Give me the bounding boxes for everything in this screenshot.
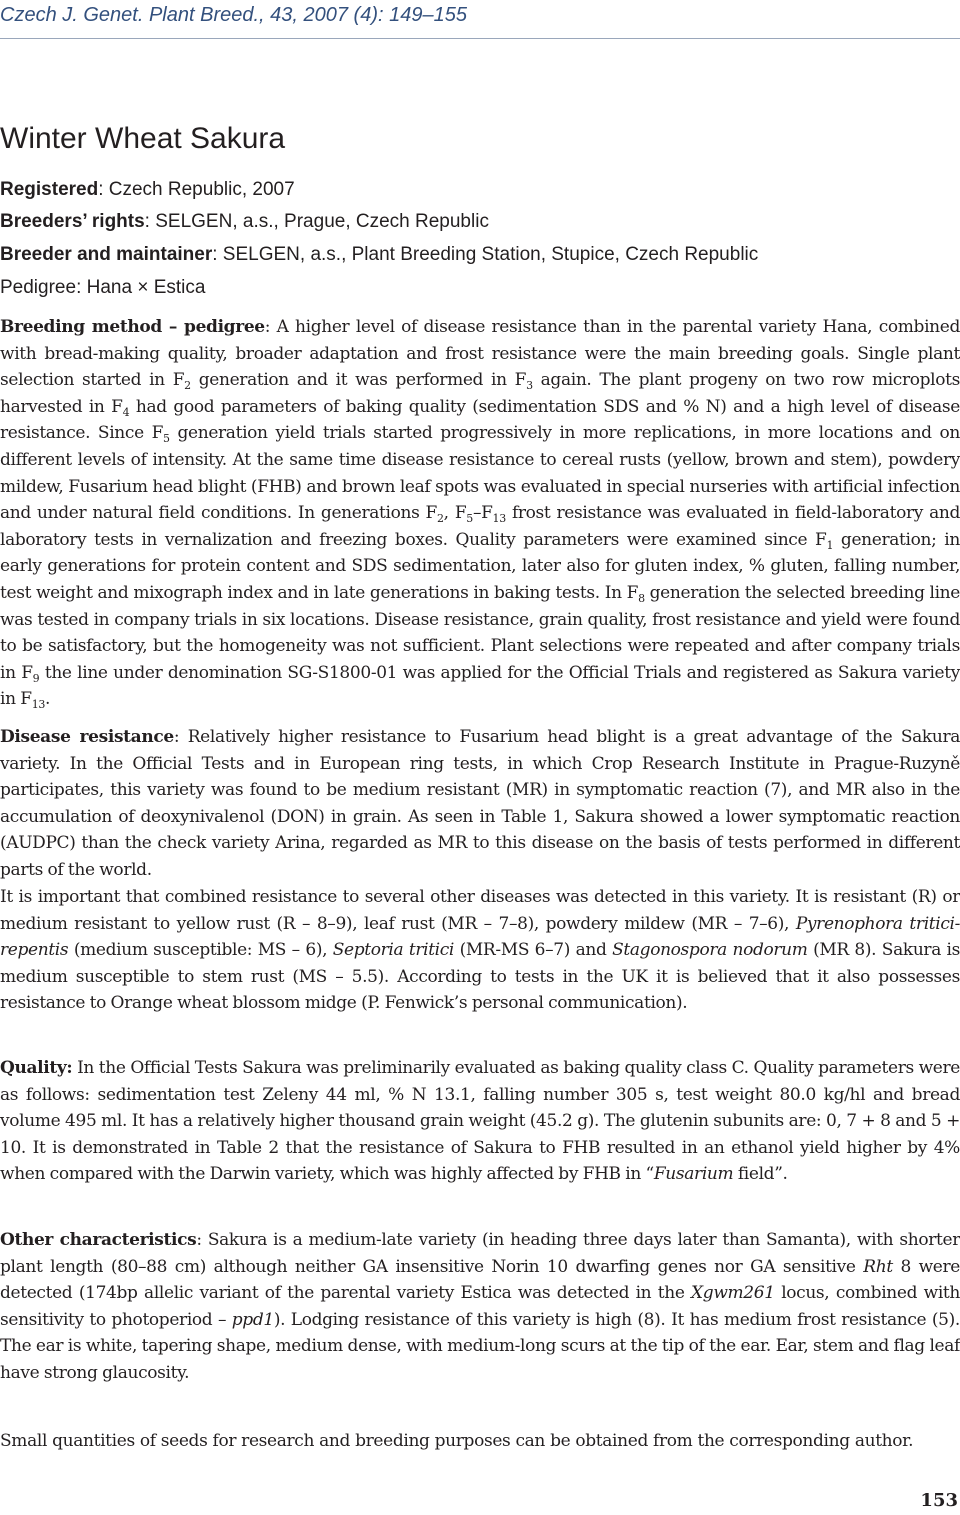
registered-value: : Czech Republic, 2007	[98, 179, 295, 200]
breeding-method-label: Breeding method – pedigree	[0, 317, 265, 337]
breeders-rights-line	[0, 211, 489, 233]
text-run: (MR-MS 6–7) and	[454, 940, 613, 961]
species-name: Pyrenophora tritici-repentis	[0, 913, 960, 961]
breeders-rights-value: : SELGEN, a.s., Prague, Czech Republic	[144, 211, 489, 232]
text-run: It is important that combined resistance to several other diseases was detected in this variety. It is resistant (R) or medium resistant to yellow rust (R – 8–9), leaf rust (MR – 7–8), powdery mildew (MR – 7–6),	[0, 887, 960, 934]
disease-resistance-label: Disease resistance	[0, 727, 174, 747]
text-run: had good parameters of baking quality (sedimentation SDS and % N) and a high level of disease resistance. Since F	[0, 396, 960, 444]
text-run: the line under denomination SG-S1800-01 was applied for the Official Trials and registered as Sakura variety in F	[0, 662, 960, 710]
text-run: generation yield trials started progressively in more replications, in more locations and on different levels of intensity. At the same time disease resistance to cereal rusts (yellow, brown and stem), powdery mildew, Fusarium head blight (FHB) and brown leaf spots was evaluated in special nurseries with artificial infection and under natural field conditions. In generations F	[0, 423, 960, 524]
pedigree-label: Pedigree	[0, 277, 77, 298]
disease-resistance-paragraph	[0, 724, 960, 884]
breeders-rights-label: Breeders’ rights	[0, 211, 145, 232]
gene-name: Rht	[863, 1256, 893, 1277]
text-run: 8 were detected (174bp allelic variant of the parental variety Estica was detected in the	[0, 1256, 960, 1304]
registered-label: Registered	[0, 179, 99, 200]
page-number: 153	[920, 1490, 958, 1511]
text-run: (MR 8). Sakura is medium susceptible to stem rust (MS – 5.5). According to tests in the UK it is believed that it also possesses resistance to Orange wheat blossom midge (P. Fenwick’s personal communication).	[0, 940, 960, 1014]
subscript: 2	[184, 379, 191, 393]
subscript: 3	[526, 379, 533, 393]
article-title: Winter Wheat Sakura	[0, 122, 286, 155]
subscript: 9	[32, 671, 40, 685]
text-run: : A higher level of disease resistance than in the parental variety Hana, combined with bread-making quality, broader adaptation and frost resistance were the main breeding goals. Single plant selection started in F	[0, 317, 960, 391]
text-run: (medium susceptible: MS – 6),	[68, 940, 333, 961]
text-run: In the Official Tests Sakura was preliminarily evaluated as baking quality class C. Quality parameters were as follows: sedimentation test Zeleny 44 ml, % N 13.1, falling number 305 s, test weight 80.0 kg/hl and bread volume 495 ml. It has a relatively higher thousand grain weight (45.2 g). The glutenin subunits are: 0, 7 + 8 and 5 + 10. It is demonstrated in Table 2 that the resistance of Sakura to FHB resulted in an ethanol yield higher by 4% when compared with the Darwin variety, which was highly affected by FHB in “	[0, 1058, 960, 1185]
text-run: , F	[443, 503, 467, 524]
text-run: again. The plant progeny on two row microplots harvested in F	[0, 370, 960, 417]
subscript: 13	[31, 698, 45, 712]
subscript: 13	[492, 512, 506, 526]
gene-name: ppd1	[231, 1309, 274, 1330]
header-rule	[0, 38, 960, 39]
subscript: 4	[122, 405, 130, 419]
breeder-maintainer-label: Breeder and maintainer	[0, 244, 213, 265]
other-characteristics-paragraph	[0, 1227, 960, 1387]
journal-header: Czech J. Genet. Plant Breed., 43, 2007 (4): 149–155	[0, 4, 467, 26]
subscript: 8	[638, 591, 645, 605]
subscript: 2	[437, 512, 444, 526]
text-run: generation and it was performed in F	[190, 370, 527, 391]
other-characteristics-label: Other characteristics	[0, 1230, 197, 1250]
species-name: Stagonospora nodorum	[612, 940, 808, 961]
italic-term: Fusarium	[653, 1164, 734, 1185]
subscript: 1	[826, 538, 834, 552]
breeding-method-paragraph	[0, 314, 960, 713]
text-run: frost resistance was evaluated in field-laboratory and laboratory tests in vernalization and freezing boxes. Quality parameters were examined since F	[0, 503, 960, 550]
quality-label: Quality:	[0, 1058, 73, 1078]
text-run: : Sakura is a medium-late variety (in heading three days later than Samanta), with shorter plant length (80–88 cm) although neither GA insensitive Norin 10 dwarfing genes nor GA sensitive	[0, 1230, 960, 1277]
text-run: .	[45, 689, 51, 710]
registered-line	[0, 179, 295, 201]
breeder-maintainer-value: : SELGEN, a.s., Plant Breeding Station, Stupice, Czech Republic	[212, 244, 759, 265]
gene-name: Xgwm261	[691, 1283, 775, 1304]
quality-paragraph	[0, 1055, 960, 1188]
text-run: –F	[472, 503, 493, 524]
text-run: locus, combined with sensitivity to photoperiod –	[0, 1283, 960, 1330]
breeder-maintainer-line	[0, 244, 758, 266]
pedigree-value: : Hana × Estica	[76, 277, 206, 298]
disease-resistance-continuation	[0, 884, 960, 1017]
text-run: generation; in early generations for protein content and SDS sedimentation, later also for gluten index, % gluten, falling number, test weight and mixograph index and in late generations in baking tests. In F	[0, 529, 960, 603]
seed-availability-note: Small quantities of seeds for research and breeding purposes can be obtained from the corresponding author.	[0, 1431, 914, 1451]
text-run: ). Lodging resistance of this variety is high (8). It has medium frost resistance (5). The ear is white, tapering shape, medium dense, with medium-long scurs at the tip of the ear. Ear, stem and flag leaf have strong glaucosity.	[0, 1309, 960, 1383]
subscript: 5	[163, 432, 170, 446]
species-name: Septoria tritici	[332, 940, 455, 961]
subscript: 5	[466, 512, 473, 526]
pedigree-line	[0, 277, 205, 299]
text-run: : Relatively higher resistance to Fusarium head blight is a great advantage of the Sakura variety. In the Official Tests and in European ring tests, in which Crop Research Institute in Prague-Ruzyně participates, this variety was found to be medium resistant (MR) in symptomatic reaction (7), and MR also in the accumulation of deoxynivalenol (DON) in grain. As seen in Table 1, Sakura showed a lower symptomatic reaction (AUDPC) than the check variety Arina, regarded as MR to this disease on the basis of tests performed in different parts of the world.	[0, 727, 960, 880]
text-run: generation the selected breeding line was tested in company trials in six locations. Disease resistance, grain quality, frost resistance and yield were found to be satisfactory, but the homogeneity was not sufficient. Plant selections were repeated and after company trials in F	[0, 582, 960, 683]
text-run: field”.	[733, 1164, 788, 1185]
